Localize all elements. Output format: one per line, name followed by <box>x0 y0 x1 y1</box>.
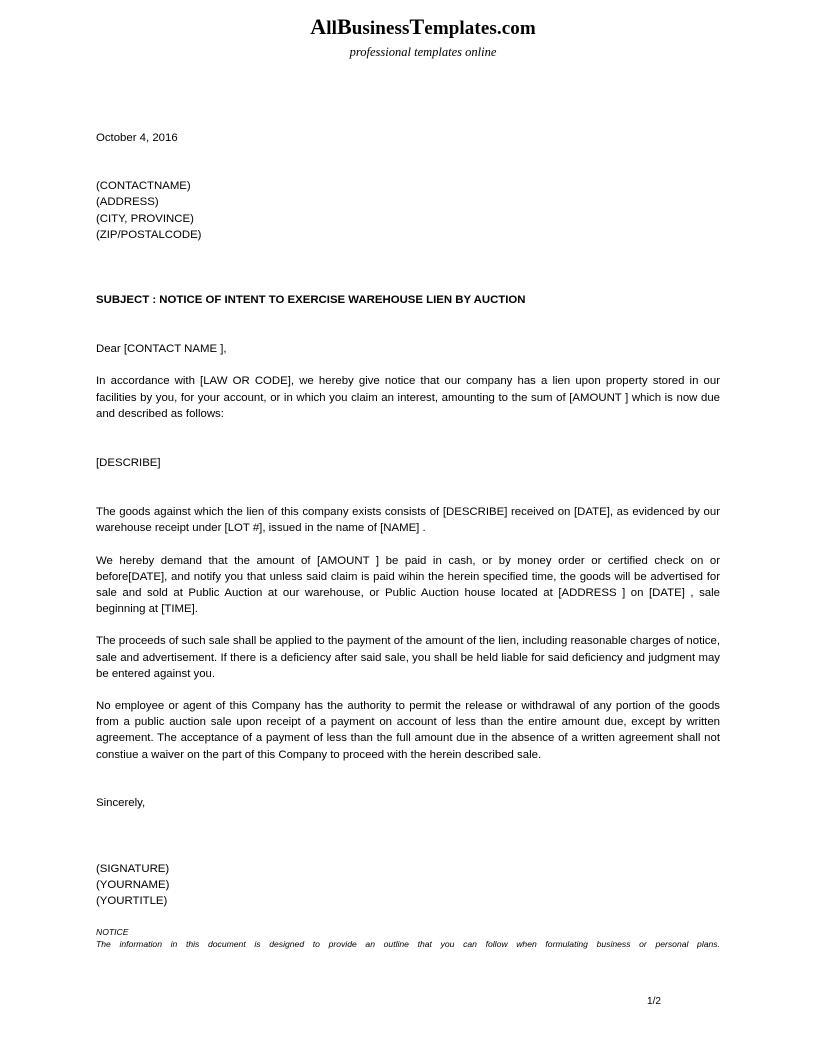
recipient-address <box>96 178 720 243</box>
paragraph-demand: We hereby demand that the amount of [AMOUNT ] be paid in cash, or by money order or certified check on or before[DATE], and notify you that unless said claim is paid wihin the herein specified time, the goods will be advertised for sale and sold at Public Auction at our warehouse, or Public Auction house located at [ADDRESS ] on [DATE] , sale beginning at [TIME]. <box>96 554 720 616</box>
brand-part-ll: ll <box>326 18 337 39</box>
paragraph-goods: The goods against which the lien of this company exists consists of [DESCRIBE] received on [DATE], as evidenced by our warehouse receipt under [LOT #], issued in the name of [NAME] . <box>96 506 720 535</box>
sender-title-line: (YOURTITLE) <box>96 895 168 908</box>
notice-block <box>96 926 720 950</box>
notice-text: The information in this document is designed to provide an outline that you can follow when formulating business or personal plans. <box>96 939 720 949</box>
letter-closing: Sincerely, <box>96 796 146 809</box>
signature-block <box>96 861 720 910</box>
brand-tagline: professional templates online <box>349 45 497 59</box>
signature-line: (SIGNATURE) <box>96 863 170 876</box>
letter-body <box>96 130 720 910</box>
address-line-city-province: (CITY, PROVINCE) <box>96 212 194 225</box>
paragraph-describe: [DESCRIBE] <box>96 457 161 470</box>
document-header <box>0 14 816 60</box>
paragraph-proceeds: The proceeds of such sale shall be applied to the payment of the amount of the lien, including reasonable charges of notice, sale and advertisement. If there is a deficiency after said sale, you shall be held liable for said deficiency and judgment may be entered against you. <box>96 635 720 680</box>
paragraph-lien-notice: In accordance with [LAW OR CODE], we hereby give notice that our company has a lien upon property stored in our facilities by you, for your account, or in which you claim an interest, amounting to the sum of [AMOUNT ] which is now due and described as follows: <box>96 375 720 420</box>
address-line-zip: (ZIP/POSTALCODE) <box>96 228 202 241</box>
page-number: 1/2 <box>647 996 661 1007</box>
brand-part-emplates: emplates.com <box>424 18 536 39</box>
paragraph-authority: No employee or agent of this Company has the authority to permit the release or withdrawal of any portion of the goods from a public auction sale upon receipt of a payment on account of less than the entire amount due, except by written agreement. The acceptance of a payment of less than the full amount due in the absence of a written agreement shall not constiue a waiver on the part of this Company to proceed with the herein described sale. <box>96 700 720 761</box>
sender-name-line: (YOURNAME) <box>96 879 170 892</box>
brand-letter-b: B <box>336 14 352 39</box>
address-line-address: (ADDRESS) <box>96 196 159 209</box>
notice-title: NOTICE <box>96 927 129 937</box>
letter-salutation: Dear [CONTACT NAME ], <box>96 343 227 356</box>
address-line-contactname: (CONTACTNAME) <box>96 180 191 193</box>
brand-logo-text <box>0 14 816 42</box>
brand-part-usiness: usiness <box>351 18 410 39</box>
letter-date: October 4, 2016 <box>96 132 178 144</box>
letter-subject: SUBJECT : NOTICE OF INTENT TO EXERCISE WAREHOUSE LIEN BY AUCTION <box>96 294 526 307</box>
brand-letter-t: T <box>409 14 425 39</box>
brand-letter-a: A <box>310 14 327 39</box>
